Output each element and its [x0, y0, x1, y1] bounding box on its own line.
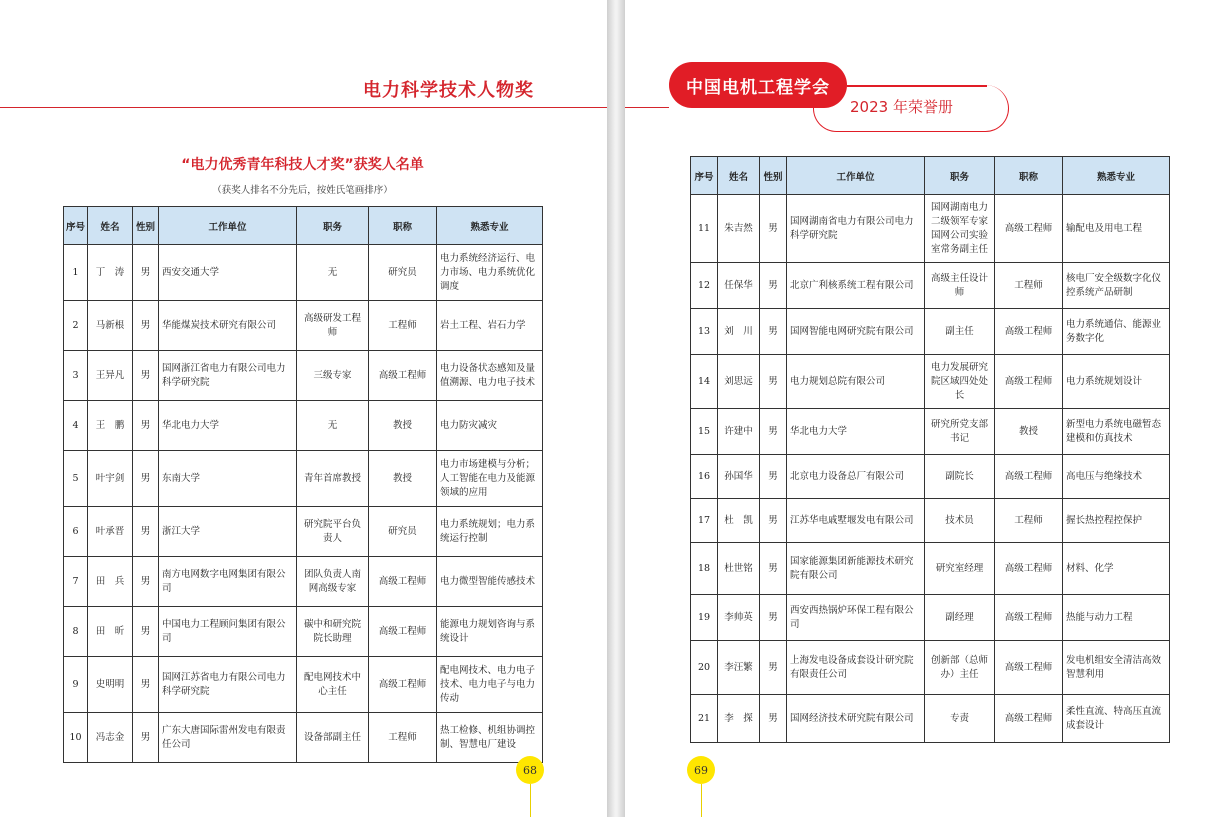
- cell-index: 7: [64, 557, 88, 607]
- table-row: [64, 451, 543, 507]
- cell-name: 王异凡: [88, 351, 133, 401]
- awardee-table-left: [63, 206, 543, 763]
- column-header: 姓名: [88, 207, 133, 245]
- cell-title: 工程师: [995, 263, 1063, 309]
- cell-index: 3: [64, 351, 88, 401]
- table-row: [64, 713, 543, 763]
- cell-field: 握长热控程控保护: [1063, 499, 1170, 543]
- table-row: [691, 543, 1170, 595]
- table-row: [691, 455, 1170, 499]
- cell-name: 马新根: [88, 301, 133, 351]
- cell-field: 能源电力规划咨询与系统设计: [437, 607, 543, 657]
- cell-title: 高级工程师: [995, 355, 1063, 409]
- page-number: 69: [687, 756, 715, 784]
- cell-position: 技术员: [925, 499, 995, 543]
- table-row: [64, 657, 543, 713]
- cell-position: 研究所党支部书记: [925, 409, 995, 455]
- cell-name: 丁 涛: [88, 245, 133, 301]
- cell-field: 配电网技术、电力电子技术、电力电子与电力传动: [437, 657, 543, 713]
- cell-field: 输配电及用电工程: [1063, 195, 1170, 263]
- cell-index: 9: [64, 657, 88, 713]
- cell-index: 18: [691, 543, 718, 595]
- cell-field: 高电压与绝缘技术: [1063, 455, 1170, 499]
- cell-field: 电力市场建模与分析；人工智能在电力及能源领域的应用: [437, 451, 543, 507]
- cell-position: 配电网技术中心主任: [297, 657, 369, 713]
- cell-title: 高级工程师: [995, 641, 1063, 695]
- cell-position: 高级主任设计师: [925, 263, 995, 309]
- column-header: 工作单位: [787, 157, 925, 195]
- cell-name: 叶承晋: [88, 507, 133, 557]
- cell-gender: 男: [133, 401, 159, 451]
- cell-organization: 国网湖南省电力有限公司电力科学研究院: [787, 195, 925, 263]
- cell-position: 国网湖南电力二级领军专家国网公司实验室常务副主任: [925, 195, 995, 263]
- cell-position: 团队负责人南网高级专家: [297, 557, 369, 607]
- section-note: （获奖人排名不分先后，按姓氏笔画排序）: [212, 185, 393, 196]
- cell-index: 2: [64, 301, 88, 351]
- cell-index: 14: [691, 355, 718, 409]
- table-row: [691, 409, 1170, 455]
- cell-field: 热能与动力工程: [1063, 595, 1170, 641]
- cell-gender: 男: [133, 245, 159, 301]
- cell-name: 任保华: [718, 263, 760, 309]
- table-row: [691, 355, 1170, 409]
- cell-position: 研究院平台负责人: [297, 507, 369, 557]
- table-row: [64, 245, 543, 301]
- column-header: 姓名: [718, 157, 760, 195]
- cell-name: 李 探: [718, 695, 760, 743]
- cell-gender: 男: [133, 351, 159, 401]
- table-row: [691, 309, 1170, 355]
- cell-name: 李汪繁: [718, 641, 760, 695]
- year-banner-line: [847, 85, 987, 87]
- cell-field: 电力微型智能传感技术: [437, 557, 543, 607]
- table-row: [64, 301, 543, 351]
- cell-index: 8: [64, 607, 88, 657]
- table-body: [64, 245, 543, 763]
- cell-position: 高级研发工程师: [297, 301, 369, 351]
- cell-gender: 男: [760, 263, 787, 309]
- cell-position: 电力发展研究院区域四处处长: [925, 355, 995, 409]
- cell-organization: 国网智能电网研究院有限公司: [787, 309, 925, 355]
- cell-organization: 南方电网数字电网集团有限公司: [159, 557, 297, 607]
- table-row: [691, 263, 1170, 309]
- cell-name: 叶宇剑: [88, 451, 133, 507]
- cell-index: 21: [691, 695, 718, 743]
- cell-field: 热工检修、机组协调控制、智慧电厂建设: [437, 713, 543, 763]
- cell-organization: 电力规划总院有限公司: [787, 355, 925, 409]
- cell-title: 工程师: [369, 713, 437, 763]
- page-number: 68: [516, 756, 544, 784]
- cell-organization: 华能煤炭技术研究有限公司: [159, 301, 297, 351]
- cell-gender: 男: [133, 557, 159, 607]
- cell-index: 17: [691, 499, 718, 543]
- cell-gender: 男: [133, 713, 159, 763]
- cell-position: 青年首席教授: [297, 451, 369, 507]
- cell-name: 杜世铭: [718, 543, 760, 595]
- cell-title: 教授: [995, 409, 1063, 455]
- table-row: [691, 195, 1170, 263]
- cell-gender: 男: [133, 607, 159, 657]
- cell-name: 杜 凯: [718, 499, 760, 543]
- cell-title: 工程师: [369, 301, 437, 351]
- cell-title: 高级工程师: [995, 595, 1063, 641]
- cell-title: 教授: [369, 451, 437, 507]
- cell-title: 高级工程师: [369, 557, 437, 607]
- page-header-title: 电力科学技术人物奖: [363, 80, 534, 101]
- cell-field: 岩土工程、岩石力学: [437, 301, 543, 351]
- cell-title: 高级工程师: [995, 455, 1063, 499]
- cell-title: 高级工程师: [369, 657, 437, 713]
- cell-field: 电力防灾减灾: [437, 401, 543, 451]
- cell-index: 20: [691, 641, 718, 695]
- cell-organization: 华北电力大学: [787, 409, 925, 455]
- cell-index: 13: [691, 309, 718, 355]
- cell-position: 副院长: [925, 455, 995, 499]
- cell-title: 高级工程师: [369, 351, 437, 401]
- table-row: [64, 351, 543, 401]
- cell-position: 研究室经理: [925, 543, 995, 595]
- column-header: 职称: [369, 207, 437, 245]
- cell-gender: 男: [760, 595, 787, 641]
- cell-title: 工程师: [995, 499, 1063, 543]
- cell-title: 研究员: [369, 507, 437, 557]
- year-title: 2023 年荣誉册: [850, 98, 953, 116]
- cell-gender: 男: [760, 455, 787, 499]
- cell-organization: 国网浙江省电力有限公司电力科学研究院: [159, 351, 297, 401]
- page-number-line: [701, 784, 702, 817]
- cell-field: 电力设备状态感知及量值溯源、电力电子技术: [437, 351, 543, 401]
- cell-position: 专责: [925, 695, 995, 743]
- column-header: 工作单位: [159, 207, 297, 245]
- cell-gender: 男: [133, 451, 159, 507]
- cell-title: 高级工程师: [995, 309, 1063, 355]
- cell-field: 发电机组安全清洁高效智慧利用: [1063, 641, 1170, 695]
- cell-field: 核电厂安全级数字化仪控系统产品研制: [1063, 263, 1170, 309]
- cell-index: 12: [691, 263, 718, 309]
- cell-gender: 男: [133, 301, 159, 351]
- cell-field: 电力系统经济运行、电力市场、电力系统优化调度: [437, 245, 543, 301]
- cell-organization: 华北电力大学: [159, 401, 297, 451]
- cell-field: 电力系统规划；电力系统运行控制: [437, 507, 543, 557]
- cell-field: 电力系统规划设计: [1063, 355, 1170, 409]
- page-number-line: [530, 784, 531, 817]
- table-row: [691, 499, 1170, 543]
- cell-name: 田 兵: [88, 557, 133, 607]
- cell-organization: 西安西热锅炉环保工程有限公司: [787, 595, 925, 641]
- cell-title: 高级工程师: [995, 695, 1063, 743]
- cell-gender: 男: [760, 309, 787, 355]
- cell-field: 电力系统通信、能源业务数字化: [1063, 309, 1170, 355]
- cell-gender: 男: [760, 499, 787, 543]
- table-row: [64, 557, 543, 607]
- cell-name: 朱吉然: [718, 195, 760, 263]
- cell-position: 碳中和研究院院长助理: [297, 607, 369, 657]
- right-page: [625, 0, 1231, 817]
- cell-organization: 上海发电设备成套设计研究院有限责任公司: [787, 641, 925, 695]
- header-rule: [0, 107, 607, 108]
- awardee-table-right: [690, 156, 1170, 743]
- cell-title: 高级工程师: [995, 195, 1063, 263]
- cell-index: 16: [691, 455, 718, 499]
- cell-field: 柔性直流、特高压直流成套设计: [1063, 695, 1170, 743]
- cell-name: 孙国华: [718, 455, 760, 499]
- column-header: 熟悉专业: [437, 207, 543, 245]
- cell-gender: 男: [760, 195, 787, 263]
- cell-name: 刘 川: [718, 309, 760, 355]
- book-gutter: [607, 0, 625, 817]
- column-header: 性别: [133, 207, 159, 245]
- cell-position: 设备部副主任: [297, 713, 369, 763]
- cell-organization: 北京电力设备总厂有限公司: [787, 455, 925, 499]
- cell-position: 无: [297, 245, 369, 301]
- cell-organization: 中国电力工程顾问集团有限公司: [159, 607, 297, 657]
- cell-index: 6: [64, 507, 88, 557]
- cell-organization: 国网经济技术研究院有限公司: [787, 695, 925, 743]
- cell-position: 创新部（总师办）主任: [925, 641, 995, 695]
- cell-gender: 男: [133, 657, 159, 713]
- cell-title: 高级工程师: [995, 543, 1063, 595]
- cell-gender: 男: [760, 409, 787, 455]
- cell-position: 副主任: [925, 309, 995, 355]
- cell-index: 4: [64, 401, 88, 451]
- cell-organization: 浙江大学: [159, 507, 297, 557]
- table-row: [64, 607, 543, 657]
- cell-gender: 男: [760, 355, 787, 409]
- cell-name: 王 鹏: [88, 401, 133, 451]
- cell-title: 研究员: [369, 245, 437, 301]
- cell-title: 高级工程师: [369, 607, 437, 657]
- cell-field: 材料、化学: [1063, 543, 1170, 595]
- table-row: [691, 641, 1170, 695]
- cell-gender: 男: [760, 641, 787, 695]
- table-row: [691, 695, 1170, 743]
- cell-organization: 西安交通大学: [159, 245, 297, 301]
- cell-name: 冯志金: [88, 713, 133, 763]
- cell-gender: 男: [133, 507, 159, 557]
- cell-index: 15: [691, 409, 718, 455]
- table-header-row: [64, 207, 543, 245]
- cell-field: 新型电力系统电磁暂态建模和仿真技术: [1063, 409, 1170, 455]
- column-header: 职务: [925, 157, 995, 195]
- section-title: “电力优秀青年科技人才奖”获奖人名单: [181, 157, 424, 173]
- cell-name: 许建中: [718, 409, 760, 455]
- column-header: 职务: [297, 207, 369, 245]
- table-body: [691, 195, 1170, 743]
- cell-organization: 江苏华电戚墅堰发电有限公司: [787, 499, 925, 543]
- cell-gender: 男: [760, 543, 787, 595]
- cell-position: 副经理: [925, 595, 995, 641]
- cell-organization: 北京广利核系统工程有限公司: [787, 263, 925, 309]
- cell-name: 田 昕: [88, 607, 133, 657]
- brand-logo: 中国电机工程学会: [669, 62, 847, 108]
- table-row: [691, 595, 1170, 641]
- table-header-row: [691, 157, 1170, 195]
- cell-index: 10: [64, 713, 88, 763]
- cell-name: 史明明: [88, 657, 133, 713]
- cell-index: 1: [64, 245, 88, 301]
- table-row: [64, 507, 543, 557]
- cell-name: 刘思远: [718, 355, 760, 409]
- cell-organization: 广东大唐国际雷州发电有限责任公司: [159, 713, 297, 763]
- cell-index: 11: [691, 195, 718, 263]
- cell-title: 教授: [369, 401, 437, 451]
- left-page: [0, 0, 607, 817]
- cell-organization: 国网江苏省电力有限公司电力科学研究院: [159, 657, 297, 713]
- column-header: 职称: [995, 157, 1063, 195]
- column-header: 熟悉专业: [1063, 157, 1170, 195]
- cell-index: 5: [64, 451, 88, 507]
- cell-position: 无: [297, 401, 369, 451]
- cell-organization: 东南大学: [159, 451, 297, 507]
- header-rule: [625, 107, 669, 108]
- cell-gender: 男: [760, 695, 787, 743]
- cell-organization: 国家能源集团新能源技术研究院有限公司: [787, 543, 925, 595]
- table-row: [64, 401, 543, 451]
- column-header: 序号: [691, 157, 718, 195]
- column-header: 性别: [760, 157, 787, 195]
- cell-name: 李帅英: [718, 595, 760, 641]
- cell-index: 19: [691, 595, 718, 641]
- column-header: 序号: [64, 207, 88, 245]
- cell-position: 三级专家: [297, 351, 369, 401]
